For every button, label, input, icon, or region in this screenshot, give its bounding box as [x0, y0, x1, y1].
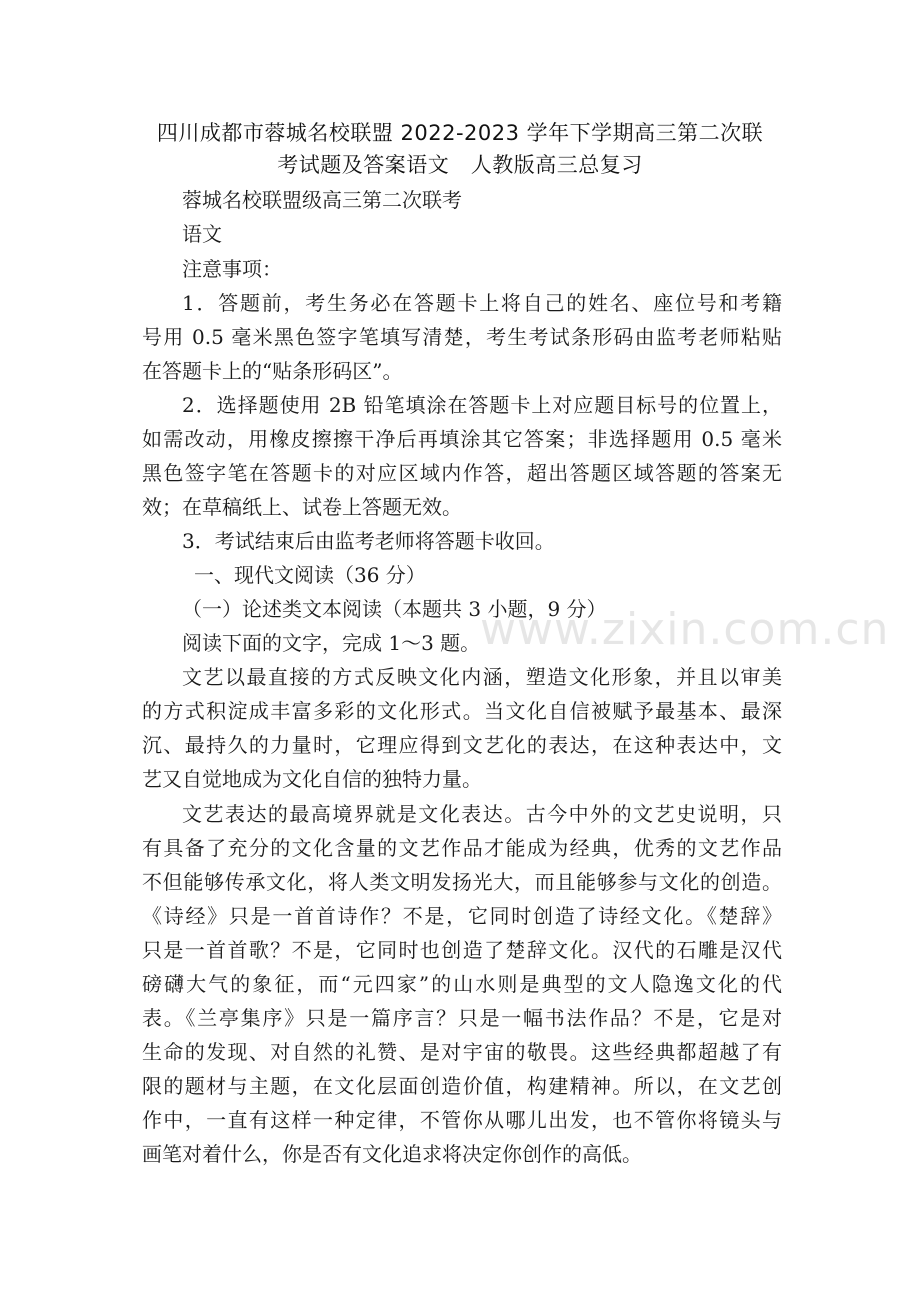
exam-name: 蓉城名校联盟级高三第二次联考	[182, 188, 462, 212]
watermark: www.zixin.com.cn	[480, 604, 890, 655]
subject-label: 语文	[182, 222, 222, 246]
reading-instruction: 阅读下面的文字，完成 1～3 题。	[182, 631, 481, 655]
paragraph-2-line-1: 文艺表达的最高境界就是文化表达。古今中外的文艺史说明，只	[182, 802, 782, 826]
notice-2-line-3: 黑色签字笔在答题卡的对应区域内作答，超出答题区域答题的答案无	[142, 461, 782, 485]
paragraph-2-line-6: 磅礴大气的象征，而“元四家”的山水则是典型的文人隐逸文化的代	[142, 972, 782, 996]
paragraph-2-line-10: 作中，一直有这样一种定律，不管你从哪儿出发，也不管你将镜头与	[142, 1108, 782, 1132]
paragraph-2-line-11: 画笔对着什么，你是否有文化追求将决定你创作的高低。	[142, 1142, 642, 1166]
paragraph-1-line-3: 沉、最持久的力量时，它理应得到文艺化的表达，在这种表达中，文	[142, 733, 782, 757]
paragraph-1-line-4: 艺又自觉地成为文化自信的独特力量。	[142, 767, 482, 791]
document-title-line2: 考试题及答案语文 人教版高三总复习	[277, 153, 643, 177]
notice-2-line-2: 如需改动，用橡皮擦擦干净后再填涂其它答案；非选择题用 0.5 毫米	[142, 427, 782, 451]
notice-3: 3．考试结束后由监考老师将答题卡收回。	[182, 529, 555, 553]
notice-2-line-1: 2．选择题使用 2B 铅笔填涂在答题卡上对应题目标号的位置上，	[182, 393, 782, 417]
subsection-heading: （一）论述类文本阅读（本题共 3 小题，9 分）	[182, 597, 607, 621]
paragraph-2-line-9: 限的题材与主题，在文化层面创造价值，构建精神。所以，在文艺创	[142, 1074, 782, 1098]
paragraph-2-line-3: 不但能够传承文化，将人类文明发扬光大，而且能够参与文化的创造。	[142, 870, 782, 894]
notice-heading: 注意事项：	[182, 257, 282, 281]
paragraph-1-line-2: 的方式积淀成丰富多彩的文化形式。当文化自信被赋予最基本、最深	[142, 699, 782, 723]
paragraph-2-line-4: 《诗经》只是一首首诗作？不是，它同时创造了诗经文化。《楚辞》	[142, 904, 782, 928]
paragraph-2-line-2: 有具备了充分的文化含量的文艺作品才能成为经典，优秀的文艺作品	[142, 836, 782, 860]
notice-1-line-3: 在答题卡上的“贴条形码区”。	[142, 359, 403, 383]
paragraph-1-line-1: 文艺以最直接的方式反映文化内涵，塑造文化形象，并且以审美	[182, 665, 782, 689]
notice-1-line-2: 号用 0.5 毫米黑色签字笔填写清楚，考生考试条形码由监考老师粘贴	[142, 325, 782, 349]
notice-2-line-4: 效；在草稿纸上、试卷上答题无效。	[142, 495, 462, 519]
paragraph-2-line-8: 生命的发现、对自然的礼赞、是对宇宙的敬畏。这些经典都超越了有	[142, 1040, 782, 1064]
notice-1-line-1: 1．答题前，考生务必在答题卡上将自己的姓名、座位号和考籍	[182, 291, 782, 315]
paragraph-2-line-7: 表。《兰亭集序》只是一篇序言？只是一幅书法作品？不是，它是对	[142, 1006, 782, 1030]
paragraph-2-line-5: 只是一首首歌？不是，它同时也创造了楚辞文化。汉代的石雕是汉代	[142, 938, 782, 962]
document-title-line1: 四川成都市蓉城名校联盟 2022-2023 学年下学期高三第二次联	[156, 121, 764, 145]
section-heading: 一、现代文阅读（36 分）	[194, 563, 426, 587]
